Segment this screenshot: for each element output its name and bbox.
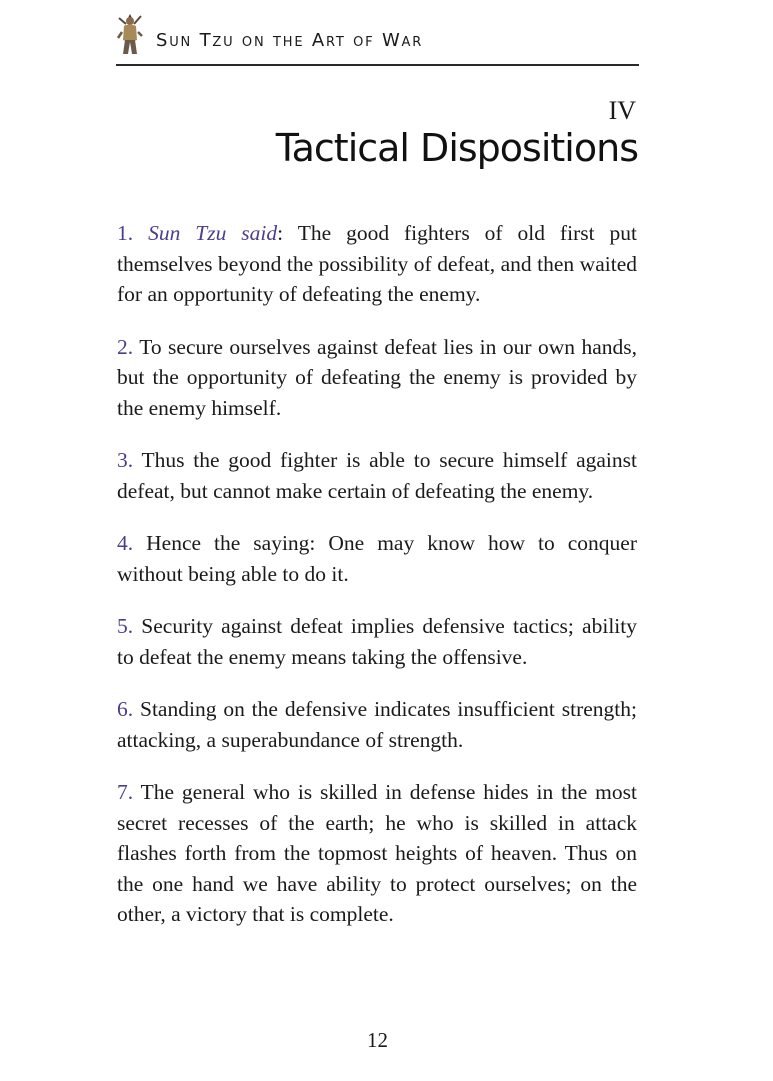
- paragraph-text: Security against defeat implies defensive tactics; ability to defeat the enemy means taking the offensive.: [117, 614, 637, 669]
- chapter-title: Tactical Dispositions: [275, 126, 638, 170]
- chapter-body: [117, 218, 637, 952]
- chapter-number: IV: [608, 96, 636, 125]
- paragraph-text: The general who is skilled in defense hides in the most secret recesses of the earth; he who is skilled in attack flashes forth from the topmost heights of heaven. Thus on the one hand we have ability to protect ourselves; on the other, a victory that is complete.: [117, 780, 637, 926]
- paragraph-number: 4.: [117, 531, 134, 555]
- running-header: [116, 8, 639, 66]
- paragraph-number: 3.: [117, 448, 134, 472]
- paragraph-number: 7.: [117, 780, 134, 804]
- paragraph-1: [117, 218, 637, 310]
- running-title: Sun Tzu on the Art of War: [156, 30, 424, 51]
- paragraph-text: To secure ourselves against defeat lies in our own hands, but the opportunity of defeating the enemy is provided by the enemy himself.: [117, 334, 637, 420]
- paragraph-6: [117, 694, 637, 755]
- warrior-figure-icon: [116, 10, 144, 60]
- paragraph-5: [117, 611, 637, 672]
- paragraph-7: [117, 777, 637, 930]
- paragraph-text: Standing on the defensive indicates insufficient strength; attacking, a superabundance of strength.: [117, 697, 637, 752]
- page-number: 12: [367, 1028, 388, 1052]
- paragraph-number: 2.: [117, 334, 134, 359]
- paragraph-text: : The good fighters of old first put themselves beyond the possibility of defeat, and then waited for an opportunity of defeating the enemy.: [117, 221, 637, 306]
- paragraph-number: 5.: [117, 614, 134, 638]
- header-rule: [116, 64, 639, 66]
- paragraph-2: [117, 332, 637, 424]
- paragraph-text: Thus the good fighter is able to secure himself against defeat, but cannot make certain of defeating the enemy.: [117, 448, 637, 503]
- paragraph-text: Hence the saying: One may know how to conquer without being able to do it.: [117, 531, 637, 586]
- paragraph-number: 6.: [117, 697, 134, 721]
- paragraph-4: [117, 528, 637, 589]
- speaker-attribution: Sun Tzu said: [148, 221, 278, 245]
- paragraph-number: 1.: [117, 221, 134, 245]
- paragraph-3: [117, 445, 637, 506]
